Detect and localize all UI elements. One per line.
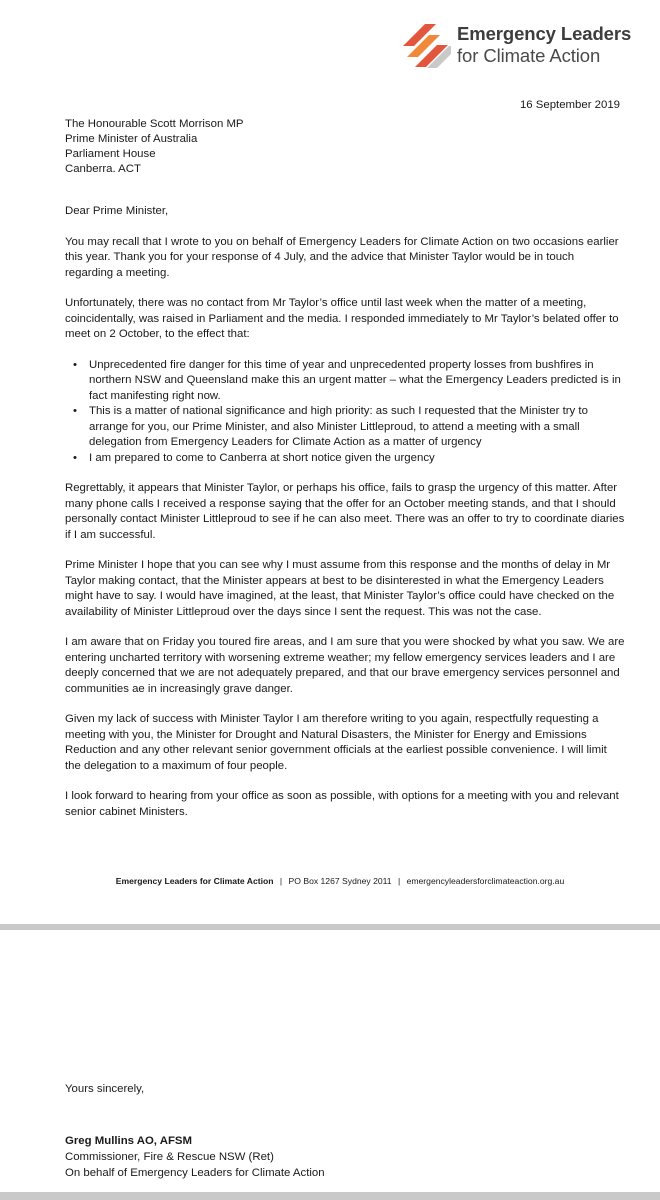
list-item-text: I am prepared to come to Canberra at short notice given the urgency <box>89 451 435 464</box>
recipient-address <box>65 117 244 177</box>
bullet-icon: • <box>73 405 77 417</box>
letter-date: 16 September 2019 <box>519 99 620 111</box>
paragraph: Regrettably, it appears that Minister Taylor, or perhaps his office, fails to grasp the urgency of this matter. After many phone calls I received a response saying that the offer for an October meeting stands, and that I should personally contact Minister Littleproud to see if he can also meet. There was an offer to try to coordinate diaries if I am successful. <box>65 482 625 541</box>
bullet-icon: • <box>73 358 77 371</box>
salutation: Dear Prime Minister, <box>65 205 169 217</box>
signatory-title: Commissioner, Fire & Rescue NSW (Ret) <box>65 1151 274 1163</box>
footer-separator: | <box>397 876 401 886</box>
footer-org: Emergency Leaders for Climate Action <box>115 876 274 886</box>
signature-block <box>65 1133 325 1181</box>
signatory-on-behalf: On behalf of Emergency Leaders for Climate Action <box>65 1167 325 1179</box>
paragraph: You may recall that I wrote to you on behalf of Emergency Leaders for Climate Action on two occasions earlier this year. Thank you for your response of 4 July, and the advice that Minister Taylor would be in touch regarding a meeting. <box>65 235 619 279</box>
list-item <box>73 404 625 451</box>
bullet-list <box>65 358 625 467</box>
signatory-name: Greg Mullins AO, AFSM <box>65 1135 192 1147</box>
list-item <box>73 451 625 467</box>
address-line: Parliament House <box>65 148 156 160</box>
footer-po-box: PO Box 1267 Sydney 2011 <box>288 876 392 886</box>
list-item-text: This is a matter of national significance and high priority: as such I requested that the Minister try to arrange for you, our Prime Minister, and also Minister Littleproud, to attend a meeting with a small delegation from Emergency Leaders for Climate Action as a matter of urgency <box>89 405 588 448</box>
paragraph: I am aware that on Friday you toured fire areas, and I am sure that you were shocked by what you saw. We are entering uncharted territory with worsening extreme weather; my fellow emergency services leaders and I are deeply concerned that we are not adequately prepared, and that our brave emergency services personnel and communities ae in increasingly grave danger. <box>65 636 625 695</box>
letter-body <box>65 204 625 835</box>
logo-title: Emergency Leaders <box>457 23 632 44</box>
footer-website[interactable]: emergencyleadersforclimateaction.org.au <box>406 876 565 886</box>
closing: Yours sincerely, <box>65 1083 145 1095</box>
address-line: Prime Minister of Australia <box>65 133 198 145</box>
list-item-text: Unprecedented fire danger for this time of year and unprecedented property losses from bushfires in northern NSW and Queensland make this an urgent matter – what the Emergency Leaders predicted is in fact manifesting right now. <box>89 358 621 402</box>
paragraph: Prime Minister I hope that you can see why I must assume from this response and the months of delay in Mr Taylor making contact, that the Minister appears at best to be disinterested in what the Emergency Leaders might have to say. I would have imagined, at the least, that Minister Taylor’s office could have checked on the availability of Minister Littleproud over the days since I sent the request. This was not the case. <box>65 559 615 618</box>
letter-footer <box>0 876 660 886</box>
bullet-icon: • <box>73 451 77 464</box>
logo-subtitle: for Climate Action <box>457 45 601 66</box>
footer-separator: | <box>279 876 283 886</box>
address-line: Canberra. ACT <box>65 163 141 175</box>
address-line: The Honourable Scott Morrison MP <box>65 118 244 130</box>
paragraph: Given my lack of success with Minister Taylor I am therefore writing to you again, respectfully requesting a meeting with you, the Minister for Drought and Natural Disasters, the Minister for Energy and Emissions Reduction and any other relevant senior government officials at the earliest possible convenience. I will limit the delegation to a maximum of four people. <box>65 713 607 772</box>
elca-logo <box>403 24 653 68</box>
paragraph: I look forward to hearing from your office as soon as possible, with options for a meeting with you and relevant senior cabinet Ministers. <box>65 790 619 818</box>
paragraph: Unfortunately, there was no contact from Mr Taylor’s office until last week when the matter of a meeting, coincidentally, was raised in Parliament and the media. I responded immediately to Mr Taylor’s belated offer to meet on 2 October, to the effect that: <box>65 297 619 340</box>
letter-page-2 <box>0 930 660 1192</box>
stripes-logo-icon <box>403 24 451 68</box>
list-item <box>73 358 625 405</box>
